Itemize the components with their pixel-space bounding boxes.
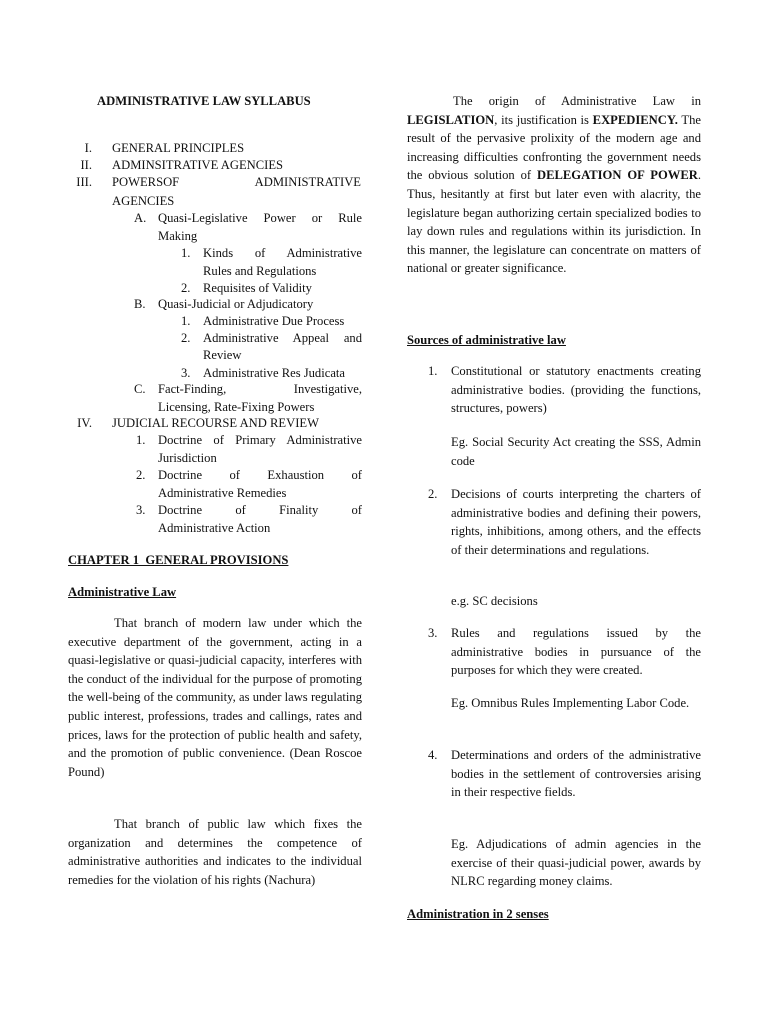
subitem-letter: B. <box>134 297 146 311</box>
item-number: IV. <box>77 416 92 430</box>
source-text: Decisions of courts interpreting the charters of administrative bodies and defining their powers, rights, inhibitions, among others, and the effects of their determinations and regulations. <box>451 487 701 557</box>
syllabus-item <box>68 156 283 175</box>
origin-text: The origin of Administrative Law in <box>453 94 701 108</box>
expediency-term: EXPEDIENCY. <box>592 112 678 127</box>
delegation-term: DELEGATION OF POWER <box>536 168 698 183</box>
subitem-text: Quasi-Judicial or Adjudicatory <box>158 297 314 311</box>
admin-senses-heading: Administration in 2 senses <box>407 907 549 921</box>
subitem-text: Fact-Finding, Investigative, <box>158 382 362 396</box>
sub-text: Administrative Due Process <box>203 314 345 328</box>
item-text: GENERAL PRINCIPLES <box>112 141 245 155</box>
sub-text: Requisites of Validity <box>203 281 312 295</box>
source-example: Eg. Omnibus Rules Implementing Labor Code. <box>451 696 690 710</box>
subitem-letter: A. <box>134 211 147 225</box>
item-text: JUDICIAL RECOURSE AND REVIEW <box>112 416 319 430</box>
sub-text: Administrative Remedies <box>158 486 287 500</box>
source-text: Determinations and orders of the administrative bodies in the settlement of controversies arising in their respective fields. <box>451 748 701 800</box>
sub-number: 1. <box>136 433 146 447</box>
sub-number: 1. <box>181 246 191 260</box>
source-example: Eg. Social Security Act creating the SSS, Admin code <box>451 435 701 468</box>
sub-text: Rules and Regulations <box>203 264 317 278</box>
sub-text: Administrative Appeal and <box>203 331 362 345</box>
subitem-text: Quasi-Legislative Power or Rule <box>158 211 362 225</box>
item-text: ADMINSITRATIVE AGENCIES <box>112 158 284 172</box>
sub-text: Doctrine of Exhaustion of <box>158 468 362 482</box>
chapter-title: CHAPTER 1 GENERAL PROVISIONS <box>68 553 289 567</box>
sub-number: 2. <box>181 281 191 295</box>
sub-number: 3. <box>181 366 191 380</box>
item-number: I. <box>84 141 92 155</box>
section-heading: Administrative Law <box>68 585 177 599</box>
definition-paragraph: That branch of public law which fixes the organization and determines the competence of administrative authorities and indicates to the individual remedies for the violation of his rights (Nachura) <box>68 817 362 887</box>
syllabus-item <box>68 414 319 433</box>
source-example: e.g. SC decisions <box>451 594 538 608</box>
origin-paragraph <box>407 92 701 278</box>
list-number: 3. <box>428 626 438 640</box>
sub-number: 3. <box>136 503 146 517</box>
list-number: 1. <box>428 364 438 378</box>
subitem-letter: C. <box>134 382 146 396</box>
list-number: 4. <box>428 748 438 762</box>
syllabus-item <box>68 173 361 192</box>
definition-paragraph: That branch of modern law under which the executive department of the government, acting in a quasi-legislative or quasi-judicial capacity, interferes with the conduct of the individual for the purpose of promoting the well-being of the community, as under laws regulating public interest, professions, trades and callings, rates and prices, laws for the protection of public health and safety, and the promotion of public convenience. (Dean Roscoe Pound) <box>68 616 362 779</box>
item-text: POWERSOF <box>112 175 180 189</box>
subitem-text: Licensing, Rate-Fixing Powers <box>158 400 315 414</box>
subitem-text: Making <box>158 229 198 243</box>
list-number: 2. <box>428 487 438 501</box>
sub-text: Jurisdiction <box>158 451 217 465</box>
syllabus-title: ADMINISTRATIVE LAW SYLLABUS <box>97 94 311 108</box>
item-text: AGENCIES <box>112 194 175 208</box>
syllabus-item <box>68 139 244 158</box>
sub-text: Administrative Action <box>158 521 271 535</box>
origin-text: The result of the pervasive prolixity of the modern age and increasing difficulties confronting the government needs the obvious solution of <box>407 112 701 183</box>
sub-text: Doctrine of Finality of <box>158 503 362 517</box>
sources-heading: Sources of administrative law <box>407 333 566 347</box>
origin-text: . Thus, hesitantly at first but later even with alacrity, the legislature began authorizing certain specialized bodies to lay down rules and regulations within its jurisdiction. In this manner, the legislature can concentrate on matters of national or greater significance. <box>407 168 701 276</box>
item-text: ADMINISTRATIVE <box>254 175 361 189</box>
sub-text: Doctrine of Primary Administrative <box>158 433 362 447</box>
sub-number: 1. <box>181 314 191 328</box>
source-text: Constitutional or statutory enactments creating administrative bodies. (providing the functions, structures, powers) <box>451 364 701 416</box>
sub-number: 2. <box>136 468 146 482</box>
origin-text: , its justification is <box>494 112 589 127</box>
item-number: II. <box>80 158 92 172</box>
sub-number: 2. <box>181 331 191 345</box>
source-text: Rules and regulations issued by the administrative bodies in pursuance of the purposes for which they were created. <box>451 626 701 678</box>
sub-text: Review <box>203 348 242 362</box>
sub-text: Kinds of Administrative <box>203 246 362 260</box>
legislation-term: LEGISLATION <box>407 112 495 127</box>
item-number: III. <box>76 175 92 189</box>
source-example: Eg. Adjudications of admin agencies in the exercise of their quasi-judicial power, awards by NLRC regarding money claims. <box>451 837 701 889</box>
sub-text: Administrative Res Judicata <box>203 366 345 380</box>
